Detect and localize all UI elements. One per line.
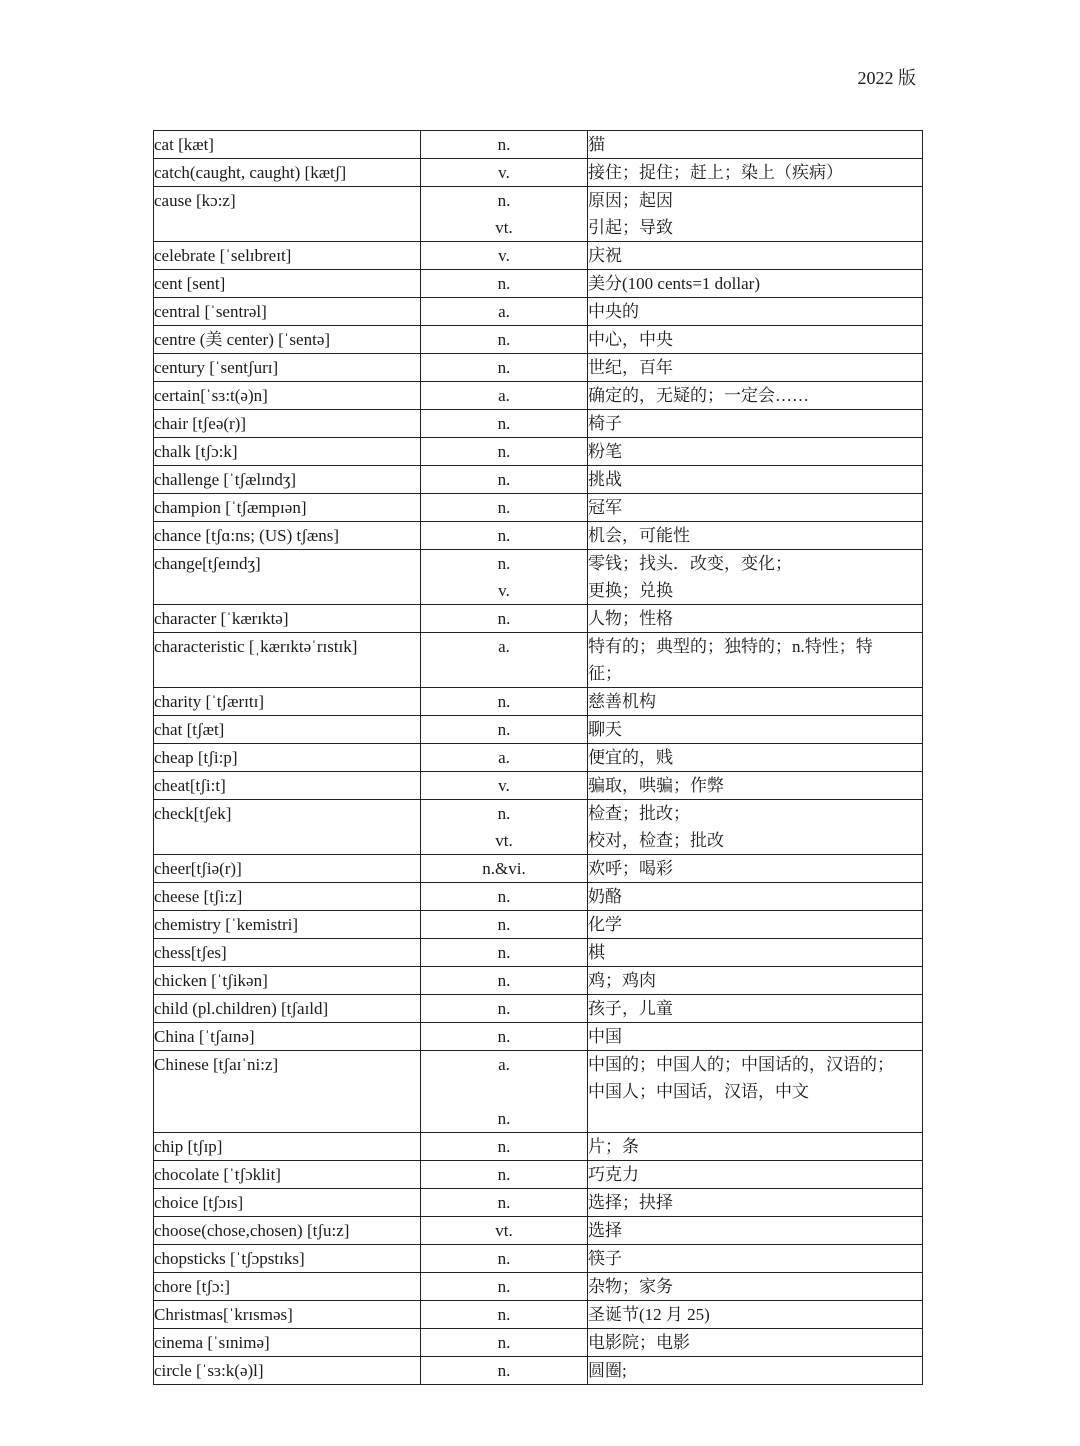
word-cell: cheer[tʃiə(r)] — [154, 855, 421, 883]
table-row — [154, 744, 923, 772]
meaning: 世纪，百年 — [588, 358, 673, 377]
word-cell: chip [tʃɪp] — [154, 1133, 421, 1161]
meaning-cell — [588, 1273, 923, 1301]
part-of-speech — [421, 1078, 587, 1105]
word-cell: chicken [ˈtʃikən] — [154, 967, 421, 995]
meaning: 原因；起因 — [588, 191, 673, 210]
word-cell: cause [kɔ:z] — [154, 187, 421, 242]
table-row — [154, 159, 923, 187]
part-of-speech-cell — [421, 131, 588, 159]
word-cell: cheese [tʃi:z] — [154, 883, 421, 911]
part-of-speech: v. — [498, 246, 510, 265]
part-of-speech-cell — [421, 800, 588, 855]
table-row — [154, 800, 923, 855]
part-of-speech-cell — [421, 995, 588, 1023]
meaning-cell — [588, 131, 923, 159]
word-cell: cent [sent] — [154, 270, 421, 298]
meaning-cell — [588, 716, 923, 744]
table-row — [154, 522, 923, 550]
meaning-cell — [588, 883, 923, 911]
part-of-speech-cell — [421, 494, 588, 522]
part-of-speech-cell — [421, 1329, 588, 1357]
part-of-speech-cell — [421, 410, 588, 438]
table-row — [154, 1051, 923, 1133]
part-of-speech-cell — [421, 466, 588, 494]
part-of-speech: n. — [497, 720, 511, 739]
meaning: 确定的，无疑的；一定会…… — [588, 386, 809, 405]
meaning-cell — [588, 1245, 923, 1273]
word-cell: charity [ˈtʃærɪtɪ] — [154, 688, 421, 716]
meaning: 筷子 — [588, 1249, 622, 1268]
part-of-speech-cell — [421, 716, 588, 744]
vocabulary-table — [153, 130, 923, 1385]
meaning: 便宜的，贱 — [588, 748, 673, 767]
meaning: 选择；抉择 — [588, 1193, 673, 1212]
meaning-cell — [588, 354, 923, 382]
meaning: 化学 — [588, 915, 622, 934]
table-row — [154, 466, 923, 494]
table-row — [154, 995, 923, 1023]
meaning: 奶酪 — [588, 887, 622, 906]
table-row — [154, 1161, 923, 1189]
meaning: 棋 — [588, 943, 605, 962]
part-of-speech-cell — [421, 1133, 588, 1161]
table-row — [154, 883, 923, 911]
word-cell: celebrate [ˈselɪbreɪt] — [154, 242, 421, 270]
part-of-speech: n. — [497, 1277, 511, 1296]
word-cell: champion [ˈtʃæmpɪən] — [154, 494, 421, 522]
word-cell: cat [kæt] — [154, 131, 421, 159]
meaning-cell — [588, 522, 923, 550]
part-of-speech: n. — [497, 1305, 511, 1324]
table-row — [154, 1273, 923, 1301]
meaning: 粉笔 — [588, 442, 622, 461]
table-row — [154, 438, 923, 466]
meaning: 检查；批改； — [588, 804, 690, 823]
meaning: 庆祝 — [588, 246, 622, 265]
part-of-speech: n. — [497, 915, 511, 934]
word-cell: catch(caught, caught) [kætʃ] — [154, 159, 421, 187]
part-of-speech: n. — [497, 1361, 511, 1380]
part-of-speech-cell — [421, 187, 588, 242]
table-row — [154, 1245, 923, 1273]
table-row — [154, 688, 923, 716]
part-of-speech: n. — [497, 135, 511, 154]
part-of-speech-cell — [421, 382, 588, 410]
meaning-cell — [588, 438, 923, 466]
part-of-speech: n. — [497, 1165, 511, 1184]
meaning-cell — [588, 855, 923, 883]
word-cell: challenge [ˈtʃælɪndʒ] — [154, 466, 421, 494]
table-row — [154, 716, 923, 744]
meaning: 鸡；鸡肉 — [588, 971, 656, 990]
part-of-speech: n. — [497, 191, 511, 210]
part-of-speech: n. — [497, 1193, 511, 1212]
table-row — [154, 967, 923, 995]
part-of-speech: n. — [497, 609, 511, 628]
table-row — [154, 242, 923, 270]
word-cell: centre (美 center) [ˈsentə] — [154, 326, 421, 354]
table-row — [154, 772, 923, 800]
meaning: 猫 — [588, 135, 605, 154]
table-row — [154, 326, 923, 354]
table-row — [154, 298, 923, 326]
part-of-speech: n. — [497, 1249, 511, 1268]
part-of-speech: n. — [497, 526, 511, 545]
part-of-speech-cell — [421, 354, 588, 382]
part-of-speech: vt. — [495, 218, 513, 237]
table-row — [154, 410, 923, 438]
table-row — [154, 1357, 923, 1385]
part-of-speech-cell — [421, 633, 588, 688]
word-cell: century [ˈsentʃurɪ] — [154, 354, 421, 382]
part-of-speech: n. — [497, 554, 511, 573]
meaning-cell — [588, 466, 923, 494]
meaning: 孩子，儿童 — [588, 999, 673, 1018]
table-row — [154, 1189, 923, 1217]
meaning-cell — [588, 688, 923, 716]
word-cell: chocolate [ˈtʃɔklit] — [154, 1161, 421, 1189]
word-cell: chair [tʃeə(r)] — [154, 410, 421, 438]
part-of-speech-cell — [421, 939, 588, 967]
meaning-cell — [588, 995, 923, 1023]
part-of-speech-cell — [421, 522, 588, 550]
meaning-cell — [588, 550, 923, 605]
part-of-speech: n. — [497, 887, 511, 906]
word-cell: change[tʃeɪndʒ] — [154, 550, 421, 605]
table-row — [154, 382, 923, 410]
meaning-cell — [588, 633, 923, 688]
part-of-speech: v. — [498, 581, 510, 600]
table-row — [154, 939, 923, 967]
part-of-speech: n. — [497, 498, 511, 517]
meaning-cell — [588, 772, 923, 800]
word-cell: chemistry [ˈkemistri] — [154, 911, 421, 939]
part-of-speech: n. — [497, 442, 511, 461]
meaning-cell — [588, 1217, 923, 1245]
table-row — [154, 550, 923, 605]
meaning: 征； — [588, 664, 622, 683]
meaning-cell — [588, 187, 923, 242]
part-of-speech-cell — [421, 772, 588, 800]
meaning: 美分(100 cents=1 dollar) — [588, 274, 760, 293]
meaning: 选择 — [588, 1221, 622, 1240]
meaning: 聊天 — [588, 720, 622, 739]
meaning-cell — [588, 270, 923, 298]
table-row — [154, 494, 923, 522]
word-cell: child (pl.children) [tʃaɪld] — [154, 995, 421, 1023]
word-cell: choose(chose,chosen) [tʃu:z] — [154, 1217, 421, 1245]
part-of-speech: n. — [497, 692, 511, 711]
meaning-cell — [588, 744, 923, 772]
word-cell: cinema [ˈsɪnimə] — [154, 1329, 421, 1357]
table-row — [154, 1329, 923, 1357]
part-of-speech-cell — [421, 326, 588, 354]
meaning: 中国人；中国话，汉语，中文 — [588, 1082, 809, 1101]
meaning: 骗取，哄骗；作弊 — [588, 776, 724, 795]
part-of-speech: vt. — [495, 1221, 513, 1240]
meaning: 中心，中央 — [588, 330, 673, 349]
part-of-speech: n. — [497, 971, 511, 990]
part-of-speech-cell — [421, 1357, 588, 1385]
meaning-cell — [588, 605, 923, 633]
word-cell: chore [tʃɔ:] — [154, 1273, 421, 1301]
table-row — [154, 1217, 923, 1245]
table-row — [154, 1301, 923, 1329]
word-cell: characteristic [ˌkærɪktəˈrɪstɪk] — [154, 633, 421, 688]
meaning: 更换；兑换 — [588, 581, 673, 600]
part-of-speech: a. — [498, 302, 510, 321]
part-of-speech: vt. — [495, 831, 513, 850]
word-cell: cheap [tʃi:p] — [154, 744, 421, 772]
part-of-speech: n. — [497, 414, 511, 433]
word-cell: circle [ˈsɜ:k(ə)l] — [154, 1357, 421, 1385]
table-row — [154, 354, 923, 382]
part-of-speech: n.&vi. — [482, 859, 526, 878]
part-of-speech — [421, 660, 587, 687]
part-of-speech: v. — [498, 776, 510, 795]
word-cell: cheat[tʃi:t] — [154, 772, 421, 800]
meaning-cell — [588, 159, 923, 187]
word-cell: choice [tʃɔɪs] — [154, 1189, 421, 1217]
table-row — [154, 187, 923, 242]
meaning: 中国 — [588, 1027, 622, 1046]
part-of-speech: a. — [498, 637, 510, 656]
meaning: 欢呼；喝彩 — [588, 859, 673, 878]
meaning: 接住；捉住；赶上；染上（疾病） — [588, 163, 843, 182]
part-of-speech: n. — [497, 1109, 511, 1128]
part-of-speech-cell — [421, 1023, 588, 1051]
part-of-speech-cell — [421, 855, 588, 883]
meaning-cell — [588, 1357, 923, 1385]
part-of-speech-cell — [421, 1273, 588, 1301]
meaning-cell — [588, 800, 923, 855]
part-of-speech: n. — [497, 1137, 511, 1156]
part-of-speech-cell — [421, 1245, 588, 1273]
meaning-cell — [588, 939, 923, 967]
meaning: 特有的；典型的；独特的；n.特性；特 — [588, 637, 873, 656]
meaning: 校对，检查；批改 — [588, 831, 724, 850]
meaning-cell — [588, 494, 923, 522]
word-cell: chance [tʃɑ:ns; (US) tʃæns] — [154, 522, 421, 550]
meaning: 中国的；中国人的；中国话的，汉语的； — [588, 1055, 894, 1074]
meaning: 片；条 — [588, 1137, 639, 1156]
part-of-speech-cell — [421, 883, 588, 911]
meaning-cell — [588, 1301, 923, 1329]
table-row — [154, 270, 923, 298]
part-of-speech: n. — [497, 274, 511, 293]
part-of-speech-cell — [421, 1217, 588, 1245]
word-cell: Chinese [tʃaɪˈni:z] — [154, 1051, 421, 1133]
word-cell: China [ˈtʃaɪnə] — [154, 1023, 421, 1051]
part-of-speech: n. — [497, 1333, 511, 1352]
part-of-speech: n. — [497, 470, 511, 489]
meaning-cell — [588, 298, 923, 326]
meaning-cell — [588, 1161, 923, 1189]
part-of-speech: a. — [498, 1055, 510, 1074]
part-of-speech: n. — [497, 999, 511, 1018]
meaning: 电影院；电影 — [588, 1333, 690, 1352]
table-row — [154, 911, 923, 939]
part-of-speech-cell — [421, 1051, 588, 1133]
meaning-cell — [588, 967, 923, 995]
meaning-cell — [588, 326, 923, 354]
part-of-speech: a. — [498, 748, 510, 767]
part-of-speech-cell — [421, 1161, 588, 1189]
part-of-speech: n. — [497, 358, 511, 377]
meaning: 慈善机构 — [588, 692, 656, 711]
meaning-cell — [588, 382, 923, 410]
part-of-speech-cell — [421, 298, 588, 326]
part-of-speech: n. — [497, 1027, 511, 1046]
word-cell: Christmas[ˈkrɪsməs] — [154, 1301, 421, 1329]
part-of-speech-cell — [421, 159, 588, 187]
part-of-speech-cell — [421, 550, 588, 605]
meaning: 机会，可能性 — [588, 526, 690, 545]
meaning-cell — [588, 242, 923, 270]
table-row — [154, 855, 923, 883]
table-row — [154, 1023, 923, 1051]
word-cell: chat [tʃæt] — [154, 716, 421, 744]
part-of-speech-cell — [421, 605, 588, 633]
part-of-speech-cell — [421, 1301, 588, 1329]
meaning: 冠军 — [588, 498, 622, 517]
table-row — [154, 131, 923, 159]
part-of-speech-cell — [421, 1189, 588, 1217]
part-of-speech-cell — [421, 438, 588, 466]
part-of-speech-cell — [421, 911, 588, 939]
meaning: 圣诞节(12 月 25) — [588, 1305, 710, 1324]
word-cell: central [ˈsentrəl] — [154, 298, 421, 326]
edition-label: 2022 版 — [857, 68, 916, 88]
part-of-speech-cell — [421, 967, 588, 995]
word-cell: chalk [tʃɔ:k] — [154, 438, 421, 466]
part-of-speech: n. — [497, 943, 511, 962]
table-row — [154, 1133, 923, 1161]
meaning: 人物；性格 — [588, 609, 673, 628]
meaning: 引起；导致 — [588, 218, 673, 237]
word-cell: chopsticks [ˈtʃɔpstɪks] — [154, 1245, 421, 1273]
meaning: 巧克力 — [588, 1165, 639, 1184]
part-of-speech: a. — [498, 386, 510, 405]
word-cell: character [ˈkærɪktə] — [154, 605, 421, 633]
part-of-speech-cell — [421, 744, 588, 772]
meaning: 杂物；家务 — [588, 1277, 673, 1296]
part-of-speech-cell — [421, 270, 588, 298]
part-of-speech-cell — [421, 688, 588, 716]
word-cell: chess[tʃes] — [154, 939, 421, 967]
meaning-cell — [588, 1133, 923, 1161]
meaning-cell — [588, 1189, 923, 1217]
meaning: 中央的 — [588, 302, 639, 321]
word-cell: check[tʃek] — [154, 800, 421, 855]
table-row — [154, 633, 923, 688]
part-of-speech: v. — [498, 163, 510, 182]
table-row — [154, 605, 923, 633]
part-of-speech: n. — [497, 804, 511, 823]
meaning-cell — [588, 911, 923, 939]
meaning: 圆圈; — [588, 1361, 627, 1380]
part-of-speech: n. — [497, 330, 511, 349]
part-of-speech-cell — [421, 242, 588, 270]
meaning: 零钱；找头．改变，变化； — [588, 554, 792, 573]
meaning-cell — [588, 1329, 923, 1357]
meaning: 椅子 — [588, 414, 622, 433]
meaning: 挑战 — [588, 470, 622, 489]
meaning-cell — [588, 1023, 923, 1051]
meaning-cell — [588, 410, 923, 438]
meaning-cell — [588, 1051, 923, 1133]
meaning — [588, 1105, 922, 1132]
word-cell: certain[ˈsɜ:t(ə)n] — [154, 382, 421, 410]
